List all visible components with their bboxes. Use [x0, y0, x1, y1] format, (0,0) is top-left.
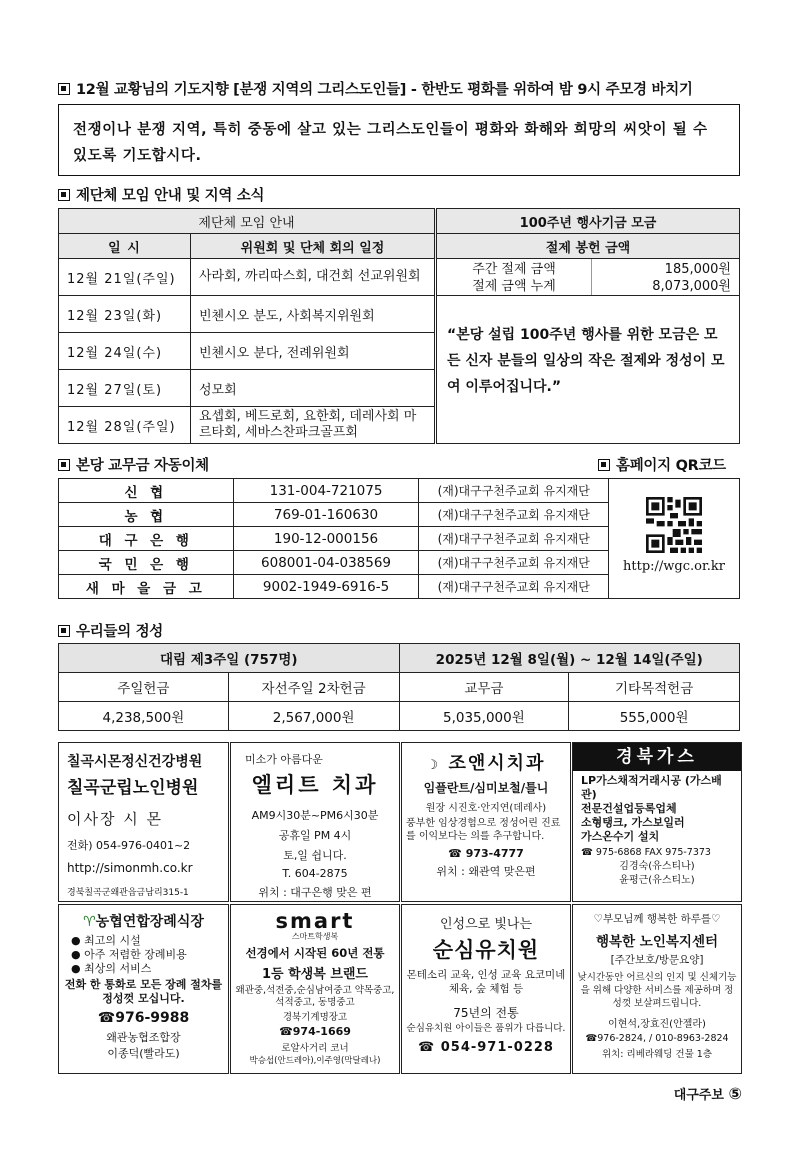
bank-holder: (재)대구구천주교회 유지재단 [419, 575, 609, 599]
meeting-events: 성모회 [191, 370, 436, 407]
qr-cell [609, 479, 740, 599]
ad-bullet: ● 최고의 시설 [71, 934, 141, 947]
fund-labels [437, 259, 592, 295]
weekly-value: 185,000원 [664, 262, 731, 277]
checkbox-square-icon [598, 459, 610, 471]
ad-tagline: 인성으로 빛나는 [439, 917, 533, 932]
checkbox-square-icon [58, 625, 70, 637]
ad-install: 가스온수기 설치 [581, 830, 660, 843]
meeting-events: 빈첸시오 분다, 전례위원회 [191, 333, 436, 370]
ad-phone: ☎ 054-971-0228 [418, 1040, 554, 1055]
ad-hours: AM9시30분~PM6시30분 [251, 809, 379, 822]
ad-location: 위치 : 대구은행 맞은 편 [258, 886, 372, 899]
ad-title: 경북가스 [573, 743, 741, 771]
ad-service: LP가스채적거래시공 (가스배관) [581, 774, 722, 801]
bank-holder: (재)대구구천주교회 유지재단 [419, 527, 609, 551]
ad-license: 전문건설업등록업체 [581, 802, 677, 815]
weekly-label: 주간 절제 금액 [472, 262, 556, 277]
meeting-date: 12월 21일(주일) [59, 259, 191, 296]
footer-label: 대구주보 [673, 1088, 724, 1103]
meeting-date: 12월 27일(토) [59, 370, 191, 407]
bank-holder: (재)대구구천주교회 유지재단 [419, 479, 609, 503]
homepage-url[interactable]: http://wgc.or.kr [623, 559, 725, 574]
nh-logo-icon: ♈ [83, 914, 96, 930]
qr-code-icon[interactable] [646, 497, 702, 553]
fund-quote: “본당 설립 100주년 행사를 위한 모금은 모든 신자 분들의 일상의 작은 절제와 정성이 모여 이루어집니다.” [447, 327, 725, 395]
ad-service: [주간보호/방문요양] [610, 954, 704, 966]
ad-tradition: 75년의 전통 [453, 1006, 519, 1020]
bank-holder: (재)대구구천주교회 유지재단 [419, 551, 609, 575]
ad-tagline: ♡부모님께 행복한 하루를♡ [593, 913, 721, 925]
ad-location: 로알사거리 코너 [281, 1043, 349, 1054]
prayer-text: 전쟁이나 분쟁 지역, 특히 중동에 살고 있는 그리스도인들이 평화와 화해와 희망의 씨앗이 될 수 있도록 기도합시다. [73, 122, 708, 164]
ad-title: 칠곡시몬정신건강병원 [67, 754, 203, 770]
ad-smart-uniform [230, 904, 400, 1074]
meeting-events: 빈첸시오 분도, 사회복지위원회 [191, 296, 436, 333]
ad-desc: 풍부한 임상경험으로 정성어린 진료를 이익보다는 의를 추구합니다. [406, 818, 561, 842]
ad-gyeongbuk-gas [572, 742, 742, 902]
bank-account: 9002-1949-6916-5 [233, 575, 419, 599]
checkbox-square-icon [58, 83, 70, 95]
ad-senior-center [572, 904, 742, 1074]
ad-phone: ☎976-9988 [97, 1010, 190, 1026]
offerings-heading [58, 620, 163, 641]
fund-amounts [437, 259, 739, 296]
ad-specialty: 임플란트/심미보철/틀니 [423, 781, 549, 795]
offerings-heading-text: 우리들의 정성 [76, 624, 163, 640]
col-date: 일 시 [59, 234, 191, 259]
ad-title: 순심유치원 [432, 938, 540, 962]
ad-products: 소형탱크, 가스보일러 [581, 816, 685, 829]
meeting-date: 12월 23일(화) [59, 296, 191, 333]
page-footer [674, 1084, 742, 1103]
offering-value: 5,035,000원 [399, 702, 569, 731]
ad-chief: 왜관농협조합장 [106, 1031, 181, 1044]
checkbox-square-icon [58, 459, 70, 471]
ad-director: 이사장 시 몬 [67, 810, 163, 828]
checkbox-square-icon [58, 189, 70, 201]
qr-heading [598, 454, 726, 475]
ad-phone: ☎976-2824, / 010-8963-2824 [585, 1033, 729, 1044]
ad-staff: 이현석,장효진(안젤라) [608, 1019, 706, 1030]
col-offering: 절제 봉헌 금액 [436, 234, 740, 259]
ad-funeral-hall [58, 904, 229, 1074]
ad-schools: 왜관중,석전중,순심남여중고 약목중고, 석적중고, 동명중고 [235, 985, 395, 1008]
total-label: 절제 금액 누계 [472, 279, 556, 294]
qr-heading-text: 홈페이지 QR코드 [616, 458, 726, 474]
bank-name: 신 협 [59, 479, 234, 503]
ad-tradition: 선경에서 시작된 60년 전통 [245, 946, 385, 960]
ad-elite-dental [230, 742, 400, 902]
ad-motto: 순심유치원 아이들은 품위가 다릅니다. [406, 1023, 566, 1034]
ad-url: http://simonmh.co.kr [67, 861, 193, 875]
ad-address: 경북칠곡군왜관읍금남리315-1 [67, 888, 189, 898]
bank-account: 190-12-000156 [233, 527, 419, 551]
ad-tagline: 미소가 아름다운 [245, 753, 323, 766]
ad-phone: T. 604-2875 [282, 867, 348, 880]
prayer-heading [58, 78, 693, 99]
ad-desc: 전화 한 통화로 모든 장례 절차를 정성껏 모십니다. [64, 978, 223, 1005]
offering-value: 2,567,000원 [228, 702, 399, 731]
ad-title [63, 911, 224, 931]
offering-value: 4,238,500원 [59, 702, 229, 731]
ad-brand: 스마트학생복 [291, 932, 339, 941]
meeting-date: 12월 24일(수) [59, 333, 191, 370]
ad-sunsim-kindergarten [401, 904, 571, 1074]
col-schedule: 위원회 및 단체 회의 일정 [191, 234, 436, 259]
ad-location: 위치: 리베라웨딩 건물 1층 [601, 1049, 713, 1060]
prayer-heading-text: 12월 교황님의 기도지향 [분쟁 지역의 그리스도인들] - 한반도 평화를 위하여 밤 9시 주모경 바치기 [76, 82, 693, 98]
fund-values [592, 259, 739, 295]
ad-subtitle: 칠곡군립노인병원 [67, 778, 199, 798]
banking-heading-text: 본당 교무금 자동이체 [76, 458, 209, 474]
groups-heading [58, 184, 264, 205]
meetings-table [58, 208, 740, 444]
bank-holder: (재)대구구천주교회 유지재단 [419, 503, 609, 527]
ad-owner: 윤평근(유스티노) [619, 875, 695, 886]
ad-doctors: 원장 시진호·안지연(데레사) [425, 803, 547, 814]
ad-owners: 박승섭(안드레아),이주영(막달레나) [249, 1056, 381, 1066]
offering-value: 555,000원 [569, 702, 740, 731]
ad-phone: 전화) 054-976-0401~2 [67, 839, 191, 852]
ad-title-text: 조앤시치과 [448, 753, 546, 774]
ad-title [406, 749, 566, 775]
banking-heading [58, 454, 209, 475]
bank-table [58, 478, 740, 599]
bank-account: 131-004-721075 [233, 479, 419, 503]
page-number: ⑤ [728, 1084, 742, 1103]
bank-name: 새 마 을 금 고 [59, 575, 234, 599]
ad-closed: 토,일 쉽니다. [283, 849, 347, 862]
ad-simon-hospital [58, 742, 229, 902]
bank-name: 농 협 [59, 503, 234, 527]
ad-desc: 낮시간동안 어르신의 인지 및 신체기능을 위해 다양한 서비스를 제공하며 정성껏 보살펴드립니다. [577, 972, 737, 1009]
bank-name: 국 민 은 행 [59, 551, 234, 575]
fund-title: 100주년 행사기금 모금 [436, 209, 740, 234]
meeting-date: 12월 28일(주일) [59, 407, 191, 444]
meetings-title: 제단체 모임 안내 [59, 209, 436, 234]
offering-col: 기타목적헌금 [569, 673, 740, 702]
ad-chief-name: 이종덕(빨라도) [107, 1047, 180, 1060]
offering-col: 교무금 [399, 673, 569, 702]
offering-col: 자선주일 2차헌금 [228, 673, 399, 702]
ad-joan-dental [401, 742, 571, 902]
ad-phone: ☎ 975-6868 FAX 975-7373 [581, 847, 711, 858]
meeting-events: 사라회, 까리따스회, 대건회 선교위원회 [191, 259, 436, 296]
ad-school-2: 경북기계명장고 [282, 1012, 348, 1023]
prayer-box [58, 104, 740, 176]
offering-col: 주일헌금 [59, 673, 229, 702]
ad-phone: ☎974-1669 [279, 1025, 351, 1038]
ad-title: 엘리트 치과 [251, 773, 379, 797]
fund-cell [436, 259, 740, 444]
offering-period: 2025년 12월 8일(월) ~ 12월 14일(주일) [399, 644, 740, 673]
ad-programs: 몬테소리 교육, 인성 교육 요코미네 체육, 숲 체험 등 [406, 969, 566, 995]
groups-heading-text: 제단체 모임 안내 및 지역 소식 [76, 188, 265, 204]
ad-title: 행복한 노인복지센터 [595, 934, 719, 950]
meeting-events: 요셉회, 베드로회, 요한회, 데레사회 마르타회, 세바스찬파크골프회 [191, 407, 436, 444]
tooth-icon: ☽ [426, 758, 441, 773]
total-value: 8,073,000원 [652, 279, 731, 294]
ad-owner: 김경숙(유스티나) [619, 861, 695, 872]
ad-holiday: 공휴일 PM 4시 [278, 829, 352, 842]
ad-slogan: 1등 학생복 브랜드 [261, 967, 368, 982]
ad-bullet: ● 아주 저렴한 장례비용 [71, 948, 187, 961]
bank-name: 대 구 은 행 [59, 527, 234, 551]
offerings-table [58, 643, 740, 731]
ad-location: 위치 : 왜관역 맞은편 [436, 865, 536, 878]
bank-account: 769-01-160630 [233, 503, 419, 527]
ad-title-text: 농협연합장례식장 [95, 914, 204, 930]
bank-account: 608001-04-038569 [233, 551, 419, 575]
ad-phone: ☎ 973-4777 [448, 847, 524, 860]
ad-bullet: ● 최상의 서비스 [71, 962, 152, 975]
offering-week: 대림 제3주일 (757명) [59, 644, 400, 673]
smart-logo: smart [275, 909, 355, 933]
